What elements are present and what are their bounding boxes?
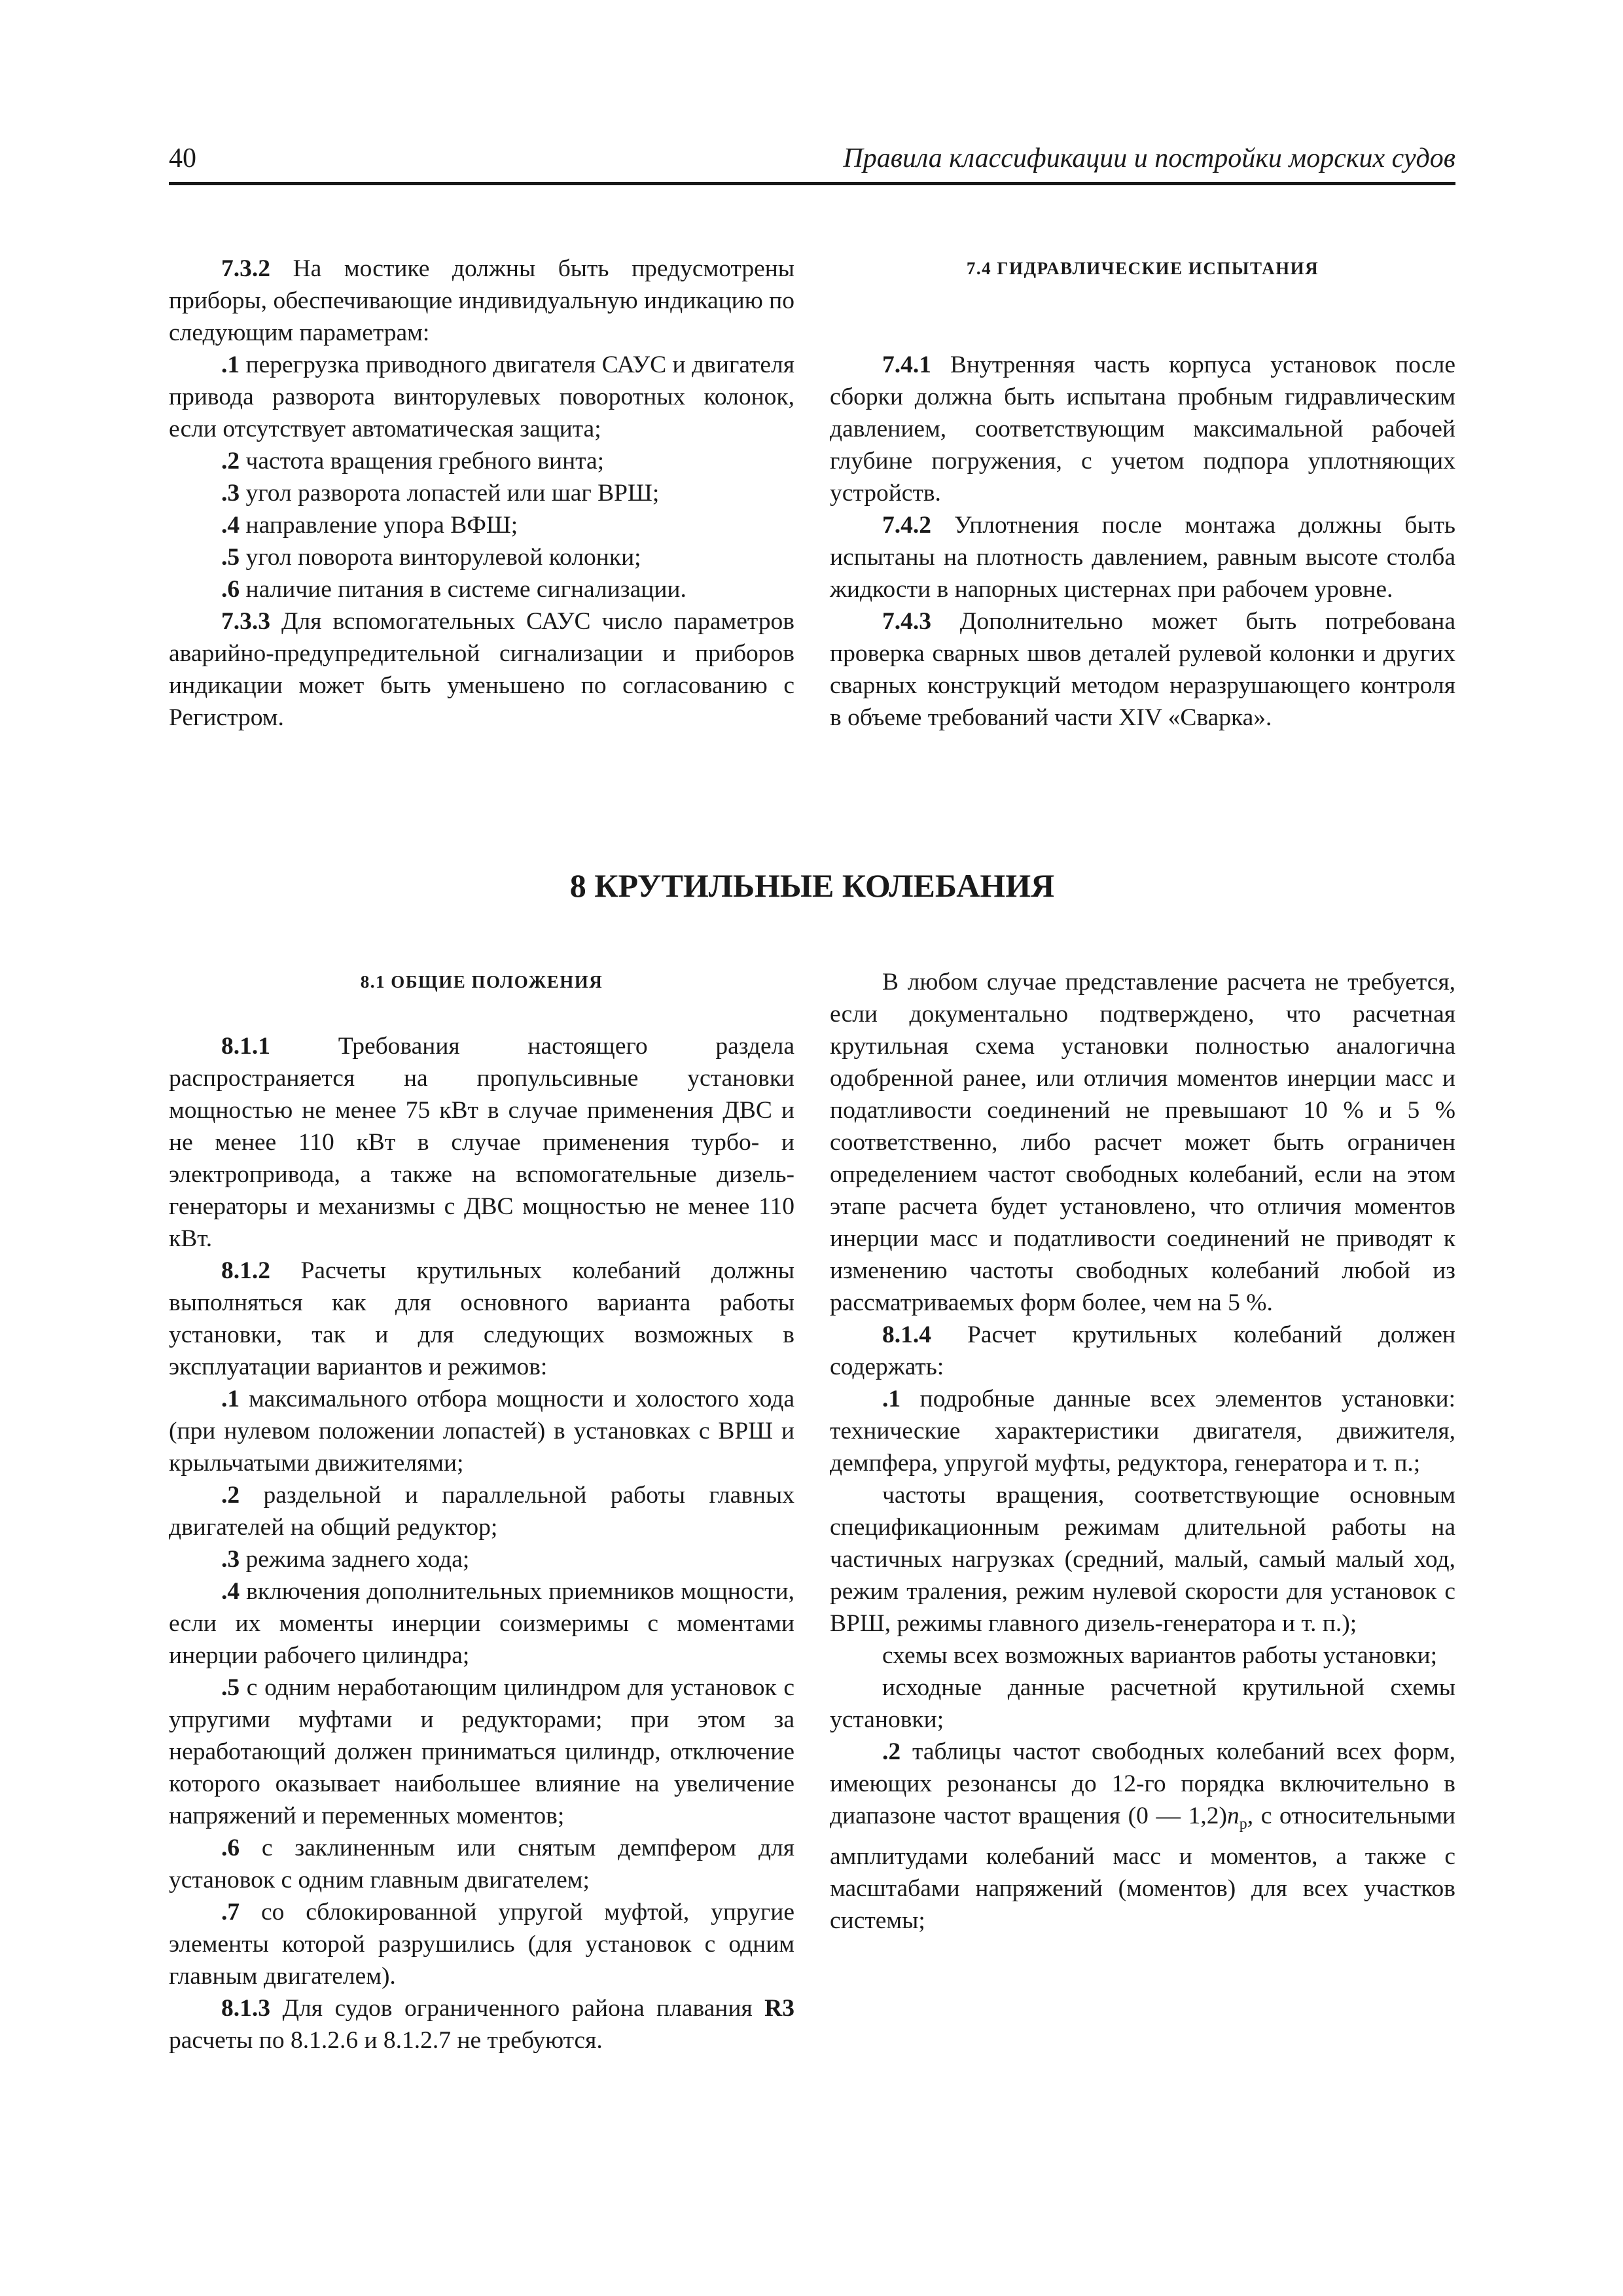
item-text: режима заднего хода; (240, 1546, 470, 1573)
page-header (169, 139, 1455, 185)
item-number: .7 (221, 1899, 240, 1926)
variable-n: n (1226, 1803, 1240, 1829)
item-number: .1 (221, 1386, 240, 1412)
list-item (169, 1575, 794, 1672)
paragraph-text: Расчет крутильных колебаний должен содержать: (830, 1321, 1455, 1380)
list-item (169, 445, 794, 477)
item-text: раздельной и параллельной работы главных двигателей на общий редуктор; (169, 1482, 794, 1541)
clause-number: 7.3.2 (221, 255, 270, 282)
item-text: частота вращения гребного винта; (240, 448, 605, 475)
page-number: 40 (169, 143, 196, 173)
item-text: наличие питания в системе сигнализации. (240, 576, 687, 603)
list-item (830, 1383, 1455, 1479)
list-item (169, 1383, 794, 1479)
paragraph-text: На мостике должны быть предусмотрены приборы, обеспечивающие индивидуальную индикацию по следующим параметрам: (169, 255, 794, 346)
item-text: угол поворота винторулевой колонки; (240, 544, 641, 571)
list-item (169, 1543, 794, 1575)
chapter-title: 8 КРУТИЛЬНЫЕ КОЛЕБАНИЯ (569, 867, 1055, 904)
clause-number: 7.4.1 (882, 351, 931, 378)
paragraph-text: Внутренняя часть корпуса установок после сборки должна быть испытана пробным гидравлическим давлением, соответствующим максимальной рабочей глубине погружения, с учетом подпора уплотняющих устройств. (830, 351, 1455, 507)
list-item (169, 1832, 794, 1896)
item-number: .6 (221, 1835, 240, 1861)
item-number: .2 (221, 448, 240, 475)
paragraph-8-1-2 (169, 1255, 794, 1383)
item-number: .3 (221, 480, 240, 507)
section-heading-7-4: 7.4 ГИДРАВЛИЧЕСКИЕ ИСПЫТАНИЯ (966, 259, 1319, 278)
item-number: .2 (882, 1738, 901, 1765)
paragraph-text: Требования настоящего раздела распространяется на пропульсивные установки мощностью не менее 75 кВт в случае применения ДВС и не менее 110 кВт в случае применения турбо- и электропривода, а также на вспомогательные дизель-генераторы и механизмы с ДВС мощностью не менее 110 кВт. (169, 1033, 794, 1252)
item-text: с одним неработающим цилиндром для установок с упругими муфтами и редукторами; при этом за неработающий должен приниматься цилиндр, отключение которого оказывает наибольшее влияние на увеличение напряжений и переменных моментов; (169, 1674, 794, 1829)
paragraph-initial-data: исходные данные расчетной крутильной схемы установки; (830, 1674, 1455, 1733)
paragraph-8-1-3 (169, 1992, 794, 2056)
clause-number: 7.3.3 (221, 608, 270, 635)
item-number: .1 (882, 1386, 901, 1412)
item-text: включения дополнительных приемников мощности, если их моменты инерции соизмеримы с моментами инерции рабочего цилиндра; (169, 1578, 794, 1669)
paragraph-7-4-1 (830, 349, 1455, 509)
item-number: .3 (221, 1546, 240, 1573)
paragraph-variant-schemes: схемы всех возможных вариантов работы установки; (882, 1642, 1438, 1669)
item-text: подробные данные всех элементов установки: технические характеристики двигателя, движителя, демпфера, упругой муфты, редуктора, генератора и т. п.; (830, 1386, 1455, 1477)
item-text: таблицы частот свободных колебаний всех форм, имеющих резонансы до 12-го порядка включительно в диапазоне частот вращения (0 — 1,2) (830, 1738, 1455, 1829)
paragraph-text: Для вспомогательных САУС число параметров аварийно-предупредительной сигнализации и приборов индикации может быть уменьшено по согласованию с Регистром. (169, 608, 794, 731)
item-text: со сблокированной упругой муфтой, упругие элементы которой разрушились (для установок с одним главным двигателем). (169, 1899, 794, 1990)
list-item (169, 1896, 794, 1992)
list-item (169, 541, 794, 573)
clause-number: 8.1.1 (221, 1033, 270, 1060)
section-8-1-right-column (830, 966, 1455, 1937)
paragraph-8-1-4 (830, 1319, 1455, 1383)
item-number: .5 (221, 544, 240, 571)
item-text-tail: , с относительными амплитудами колебаний масс и моментов, а также с масштабами напряжений (моментов) для всех участков системы; (830, 1803, 1455, 1934)
item-text: максимального отбора мощности и холостого хода (при нулевом положении лопастей) в установках с ВРШ и крыльчатыми движителями; (169, 1386, 794, 1477)
item-number: .4 (221, 512, 240, 539)
item-number: .1 (221, 351, 240, 378)
clause-number: 8.1.3 (221, 1995, 270, 2022)
paragraph-text: Для судов ограниченного района плавания (270, 1995, 765, 2022)
paragraph-text: Дополнительно может быть потребована проверка сварных швов деталей рулевой колонки и других сварных конструкций методом неразрушающего контроля в объеме требований части XIV «Сварка». (830, 608, 1455, 731)
list-item (169, 477, 794, 509)
clause-number: 8.1.2 (221, 1257, 270, 1284)
list-item (169, 573, 794, 605)
item-number: .5 (221, 1674, 240, 1701)
list-item (830, 1736, 1455, 1937)
paragraph-7-4-3 (830, 605, 1455, 734)
section-8-1-left-column (169, 966, 794, 2056)
variable-subscript: р (1239, 1816, 1247, 1833)
list-item (169, 1479, 794, 1543)
item-number: .4 (221, 1578, 240, 1605)
list-item (169, 509, 794, 541)
clause-number: 7.4.2 (882, 512, 931, 539)
section-7-4-column (830, 253, 1455, 734)
paragraph-7-4-2 (830, 509, 1455, 605)
paragraph-calculation-note: В любом случае представление расчета не требуется, если документально подтверждено, что расчетная крутильная схема установки полностью аналогична одобренной ранее, или отличия моментов инерции масс и податливости соединений не превышают 10 % и 5 % соответственно, либо расчет может быть ограничен определением частот свободных колебаний, если на этом этапе расчета будет установлено, что отличия моментов инерции масс и податливости соединений не приводят к изменению частоты свободных колебаний любой из рассматриваемых форм более, чем на 5 %. (830, 969, 1455, 1316)
running-title: Правила классификации и постройки морских судов (843, 143, 1455, 173)
clause-number: 7.4.3 (882, 608, 931, 635)
item-text: перегрузка приводного двигателя САУС и двигателя привода разворота винторулевых поворотных колонок, если отсутствует автоматическая защита; (169, 351, 794, 442)
paragraph-7-3-2 (169, 253, 794, 349)
item-text: с заклиненным или снятым демпфером для установок с одним главным двигателем; (169, 1835, 794, 1893)
clause-number: 8.1.4 (882, 1321, 931, 1348)
paragraph-rotation-speeds: частоты вращения, соответствующие основным спецификационным режимам длительной работы на частичных нагрузках (средний, малый, самый малый ход, режим траления, режим нулевой скорости для установок с ВРШ, режимы главного дизель-генератора и т. п.); (830, 1482, 1455, 1637)
section-heading-8-1: 8.1 ОБЩИЕ ПОЛОЖЕНИЯ (360, 972, 603, 992)
item-number: .6 (221, 576, 240, 603)
area-code: R3 (764, 1995, 794, 2022)
paragraph-text: Расчеты крутильных колебаний должны выполняться как для основного варианта работы установки, так и для следующих возможных в эксплуатации вариантов и режимов: (169, 1257, 794, 1380)
paragraph-7-3-3 (169, 605, 794, 734)
item-text: направление упора ВФШ; (240, 512, 518, 539)
item-number: .2 (221, 1482, 240, 1509)
paragraph-text: Уплотнения после монтажа должны быть испытаны на плотность давлением, равным высоте столба жидкости в напорных цистернах при рабочем уровне. (830, 512, 1455, 603)
section-7-3-column (169, 253, 794, 734)
paragraph-text-tail: расчеты по 8.1.2.6 и 8.1.2.7 не требуются. (169, 2027, 603, 2054)
paragraph-8-1-1 (169, 1030, 794, 1255)
list-item (169, 1672, 794, 1832)
item-text: угол разворота лопастей или шаг ВРШ; (240, 480, 660, 507)
list-item (169, 349, 794, 445)
